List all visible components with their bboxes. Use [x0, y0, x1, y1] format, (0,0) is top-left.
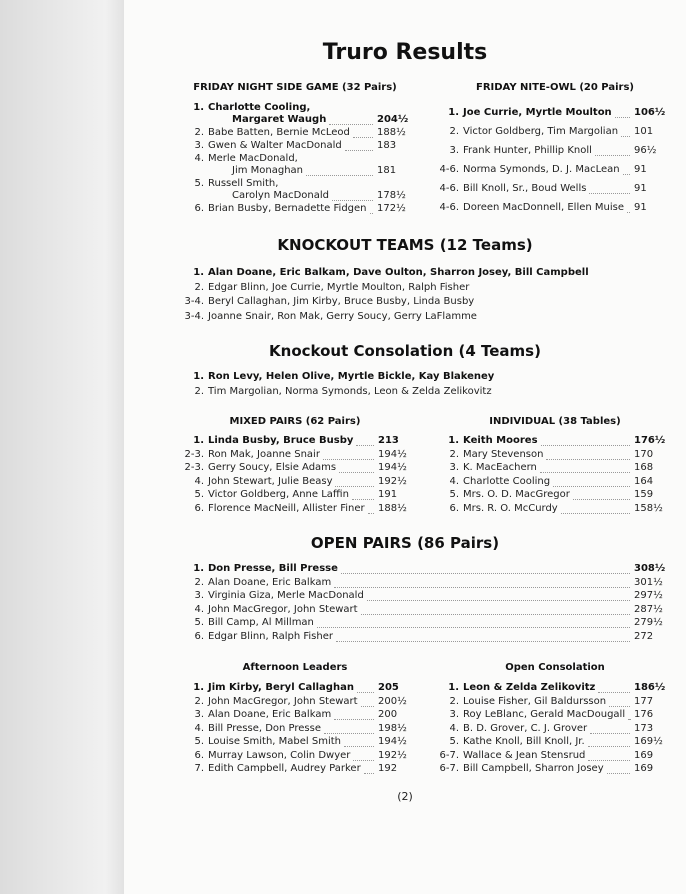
- dot-leader: [607, 764, 630, 774]
- entry-score: 205: [378, 682, 399, 693]
- entry-rank: 2.: [194, 127, 204, 138]
- entry-name: John Stewart, Julie Beasy: [208, 475, 333, 487]
- entry-score: 158½: [634, 502, 663, 514]
- dot-leader: [595, 146, 630, 156]
- entry-score: 101: [634, 126, 654, 137]
- entry-rank: 2.: [194, 385, 204, 397]
- entry-name: Mary Stevenson: [463, 448, 544, 460]
- entry-name: Wallace & Jean Stensrud: [463, 749, 586, 761]
- entry-name: Joe Currie, Myrtle Moulton: [463, 107, 612, 118]
- entry-rank: 1.: [193, 371, 204, 382]
- entry-name: Charlotte Cooling,: [208, 102, 311, 113]
- entry-rank: 5.: [449, 489, 459, 500]
- entry-score: 164: [634, 475, 654, 487]
- dot-leader: [364, 764, 374, 774]
- dot-leader: [357, 683, 374, 693]
- entry-name: Bill Knoll, Sr., Boud Wells: [463, 183, 587, 194]
- entry-name: John MacGregor, John Stewart: [208, 695, 358, 707]
- dot-leader: [353, 751, 374, 761]
- open-heading: OPEN PAIRS (86 Pairs): [310, 534, 500, 552]
- entry-score: 186½: [634, 682, 666, 693]
- entry-rank: 1.: [193, 435, 204, 446]
- knockout-heading: KNOCKOUT TEAMS (12 Teams): [277, 236, 533, 254]
- entry-rank: 1.: [448, 107, 459, 118]
- entry-score: 192½: [378, 475, 407, 487]
- entry-rank: 3.: [449, 145, 459, 156]
- entry-rank: 7.: [194, 763, 204, 774]
- entry-name: Bill Camp, Al Millman: [208, 617, 314, 628]
- entry-rank: 4.: [194, 153, 204, 164]
- mixed-heading: MIXED PAIRS (62 Pairs): [229, 416, 361, 427]
- scan-shadow: [0, 0, 124, 894]
- friday-side-heading: FRIDAY NIGHT SIDE GAME (32 Pairs): [193, 82, 397, 93]
- dot-leader: [541, 436, 630, 446]
- entry-score: 183: [377, 140, 397, 151]
- dot-leader: [540, 463, 630, 473]
- entry-name: Gerry Soucy, Elsie Adams: [208, 462, 337, 473]
- entry-score: 213: [378, 435, 399, 446]
- dot-leader: [609, 697, 630, 707]
- entry-score: 272: [634, 630, 654, 642]
- entry-score: 204½: [377, 114, 409, 125]
- entry-score: 279½: [634, 617, 663, 628]
- dot-leader: [317, 618, 630, 628]
- dot-leader: [335, 477, 374, 487]
- entry-score: 169½: [634, 736, 663, 747]
- dot-leader: [324, 724, 374, 734]
- entry-rank: 5.: [194, 736, 204, 747]
- entry-score: 297½: [634, 590, 663, 601]
- entry-score: 192: [378, 763, 398, 774]
- dot-leader: [344, 737, 374, 747]
- entry-score: 200: [378, 709, 398, 720]
- entry-rank: 6-7.: [439, 763, 459, 774]
- dot-leader: [623, 165, 630, 175]
- entry-team: Joanne Snair, Ron Mak, Gerry Soucy, Gerry LaFlamme: [208, 310, 477, 322]
- entry-name: Brian Busby, Bernadette Fidgen: [208, 203, 367, 214]
- entry-team: Tim Margolian, Norma Symonds, Leon & Zelda Zelikovitz: [208, 385, 492, 397]
- entry-rank: 2.: [449, 448, 459, 460]
- entry-rank: 2.: [449, 126, 459, 137]
- entry-rank: 6.: [194, 203, 204, 214]
- entry-rank: 4-6.: [439, 202, 459, 213]
- entry-name: Don Presse, Bill Presse: [208, 563, 338, 574]
- dot-leader: [368, 504, 374, 514]
- entry-rank: 4.: [194, 603, 204, 615]
- entry-rank: 6.: [194, 630, 204, 642]
- dot-leader: [561, 504, 630, 514]
- entry-name: Alan Doane, Eric Balkam: [208, 709, 332, 720]
- entry-score: 168: [634, 462, 654, 473]
- entry-rank: 2-3.: [184, 448, 204, 460]
- entry-rank: 3.: [194, 140, 204, 151]
- entry-score: 170: [634, 448, 654, 460]
- dot-leader: [573, 490, 630, 500]
- entry-name: Roy LeBlanc, Gerald MacDougall: [463, 709, 626, 720]
- entry-name: Mrs. R. O. McCurdy: [463, 502, 558, 514]
- dot-leader: [334, 578, 630, 588]
- entry-name: Russell Smith,: [208, 178, 279, 189]
- entry-score: 198½: [378, 722, 407, 734]
- entry-rank: 4-6.: [439, 183, 459, 194]
- entry-name: Edgar Blinn, Ralph Fisher: [208, 630, 333, 642]
- entry-name: Jim Kirby, Beryl Callaghan: [208, 682, 354, 693]
- entry-score: 169: [634, 749, 654, 761]
- entry-score: 91: [634, 202, 647, 213]
- entry-rank: 4.: [449, 722, 459, 734]
- entry-score: 178½: [377, 190, 406, 201]
- entry-score: 106½: [634, 107, 666, 118]
- dot-leader: [339, 463, 374, 473]
- entry-score: 194½: [378, 736, 407, 747]
- entry-score: 177: [634, 695, 654, 707]
- entry-name: Linda Busby, Bruce Busby: [208, 435, 354, 446]
- entry-score: 192½: [378, 749, 407, 761]
- entry-score: 159: [634, 489, 654, 500]
- entry-score: 172½: [377, 203, 406, 214]
- entry-score: 188½: [377, 127, 406, 138]
- entry-name: Bill Campbell, Sharron Josey: [463, 763, 604, 774]
- dot-leader: [553, 477, 630, 487]
- dot-leader: [589, 184, 630, 194]
- entry-team: Ron Levy, Helen Olive, Myrtle Bickle, Kay Blakeney: [208, 371, 495, 382]
- friday-owl-heading: FRIDAY NITE-OWL (20 Pairs): [476, 82, 634, 93]
- entry-rank: 5.: [449, 736, 459, 747]
- dot-leader: [306, 166, 373, 176]
- entry-name: Ron Mak, Joanne Snair: [208, 448, 320, 460]
- entry-name: Frank Hunter, Phillip Knoll: [463, 145, 592, 156]
- afternoon-heading: Afternoon Leaders: [242, 662, 348, 673]
- entry-rank: 2.: [194, 281, 204, 293]
- dot-leader: [329, 115, 373, 125]
- entry-name: Babe Batten, Bernie McLeod: [208, 127, 350, 138]
- entry-rank: 2.: [194, 576, 204, 588]
- entry-rank: 1.: [448, 682, 459, 693]
- entry-name: Victor Goldberg, Anne Laffin: [208, 489, 349, 500]
- entry-rank: 5.: [194, 617, 204, 628]
- entry-rank: 1.: [193, 563, 204, 574]
- entry-score: 91: [634, 183, 647, 194]
- entry-score: 188½: [378, 502, 407, 514]
- entry-score: 173: [634, 722, 654, 734]
- entry-name: Alan Doane, Eric Balkam: [208, 576, 332, 588]
- entry-score: 287½: [634, 603, 663, 615]
- entry-score: 200½: [378, 695, 407, 707]
- dot-leader: [323, 450, 374, 460]
- dot-leader: [332, 191, 373, 201]
- dot-leader: [370, 204, 373, 214]
- entry-name: Charlotte Cooling: [463, 475, 551, 487]
- entry-name: Louise Fisher, Gil Baldursson: [463, 695, 607, 707]
- entry-score: 176: [634, 709, 654, 720]
- entry-rank: 3.: [194, 590, 204, 601]
- entry-rank: 1.: [193, 682, 204, 693]
- entry-score: 308½: [634, 563, 666, 574]
- entry-score: 181: [377, 165, 397, 176]
- open-consolation-heading: Open Consolation: [505, 662, 605, 673]
- entry-rank: 6.: [194, 502, 204, 514]
- entry-rank: 2-3.: [184, 462, 204, 473]
- dot-leader: [361, 605, 630, 615]
- entry-rank: 3-4.: [184, 296, 204, 307]
- entry-rank: 6-7.: [439, 749, 459, 761]
- page-number: (2): [397, 790, 413, 803]
- entry-name: Gwen & Walter MacDonald: [208, 140, 342, 151]
- entry-rank: 4.: [449, 475, 459, 487]
- dot-leader: [628, 710, 630, 720]
- dot-leader: [546, 450, 630, 460]
- entry-rank: 2.: [449, 695, 459, 707]
- dot-leader: [361, 697, 374, 707]
- entry-name-cont: Margaret Waugh: [232, 114, 327, 125]
- entry-name-cont: Jim Monaghan: [232, 165, 304, 176]
- entry-score: 96½: [634, 145, 657, 156]
- entry-name: Kathe Knoll, Bill Knoll, Jr.: [463, 736, 585, 747]
- individual-heading: INDIVIDUAL (38 Tables): [489, 416, 621, 427]
- entry-name: B. D. Grover, C. J. Grover: [463, 722, 588, 734]
- entry-rank: 4.: [194, 475, 204, 487]
- entry-name-cont: Carolyn MacDonald: [232, 190, 329, 201]
- dot-leader: [334, 710, 374, 720]
- dot-leader: [367, 591, 630, 601]
- entry-name: Louise Smith, Mabel Smith: [208, 736, 341, 747]
- entry-rank: 6.: [194, 749, 204, 761]
- dot-leader: [615, 108, 630, 118]
- dot-leader: [621, 127, 630, 137]
- entry-name: Mrs. O. D. MacGregor: [463, 489, 570, 500]
- entry-name: Florence MacNeill, Allister Finer: [208, 502, 365, 514]
- entry-name: Doreen MacDonnell, Ellen Muise: [463, 202, 624, 213]
- dot-leader: [336, 632, 630, 642]
- entry-score: 194½: [378, 448, 407, 460]
- entry-name: K. MacEachern: [463, 462, 537, 473]
- entry-rank: 1.: [193, 267, 204, 278]
- entry-name: Virginia Giza, Merle MacDonald: [208, 590, 364, 601]
- entry-rank: 1.: [448, 435, 459, 446]
- entry-rank: 2.: [194, 695, 204, 707]
- entry-score: 301½: [634, 576, 663, 588]
- dot-leader: [353, 128, 373, 138]
- entry-rank: 3.: [449, 709, 459, 720]
- dot-leader: [352, 490, 374, 500]
- entry-name: Murray Lawson, Colin Dwyer: [208, 749, 351, 761]
- dot-leader: [590, 724, 630, 734]
- consolation-heading: Knockout Consolation (4 Teams): [269, 342, 541, 360]
- dot-leader: [356, 436, 374, 446]
- entry-name: Norma Symonds, D. J. MacLean: [463, 164, 620, 175]
- entry-rank: 4-6.: [439, 164, 459, 175]
- entry-score: 191: [378, 489, 398, 500]
- entry-name: John MacGregor, John Stewart: [208, 603, 358, 615]
- entry-name: Bill Presse, Don Presse: [208, 722, 322, 734]
- page-title: Truro Results: [322, 40, 488, 65]
- entry-name: Victor Goldberg, Tim Margolian: [463, 126, 619, 137]
- dot-leader: [345, 141, 373, 151]
- entry-rank: 1.: [193, 102, 204, 113]
- dot-leader: [588, 751, 630, 761]
- entry-score: 194½: [378, 462, 407, 473]
- entry-team: Beryl Callaghan, Jim Kirby, Bruce Busby, Linda Busby: [208, 296, 475, 307]
- entry-rank: 5.: [194, 489, 204, 500]
- entry-rank: 3.: [194, 709, 204, 720]
- entry-rank: 5.: [194, 178, 204, 189]
- dot-leader: [341, 564, 630, 574]
- entry-name: Merle MacDonald,: [208, 153, 298, 164]
- entry-score: 91: [634, 164, 647, 175]
- entry-team: Edgar Blinn, Joe Currie, Myrtle Moulton, Ralph Fisher: [208, 281, 470, 293]
- entry-name: Leon & Zelda Zelikovitz: [463, 682, 596, 693]
- dot-leader: [598, 683, 630, 693]
- entry-name: Keith Moores: [463, 435, 538, 446]
- dot-leader: [588, 737, 630, 747]
- entry-rank: 4.: [194, 722, 204, 734]
- entry-score: 176½: [634, 435, 666, 446]
- entry-score: 169: [634, 763, 654, 774]
- entry-rank: 6.: [449, 502, 459, 514]
- entry-rank: 3.: [449, 462, 459, 473]
- dot-leader: [627, 203, 630, 213]
- entry-team: Alan Doane, Eric Balkam, Dave Oulton, Sharron Josey, Bill Campbell: [208, 267, 589, 278]
- entry-rank: 3-4.: [184, 310, 204, 322]
- entry-name: Edith Campbell, Audrey Parker: [208, 763, 361, 774]
